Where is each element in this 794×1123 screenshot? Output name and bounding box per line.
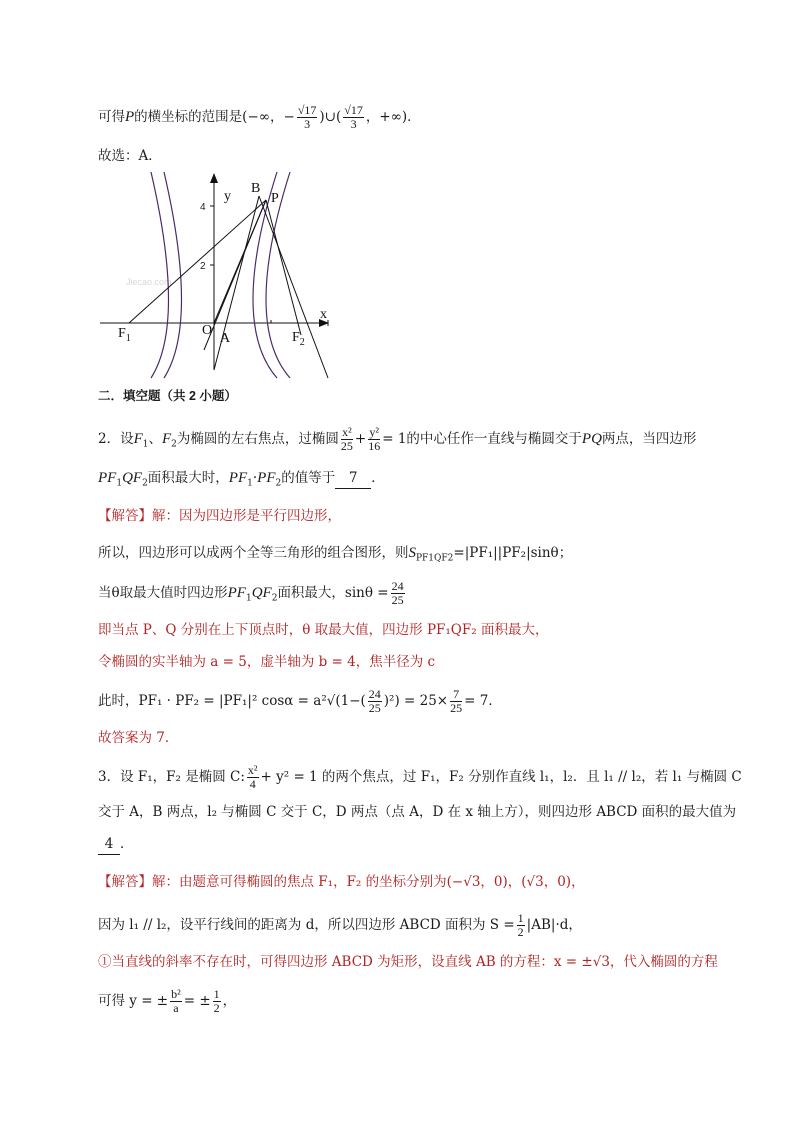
solution-2-line-1: 【解答】解：因为四边形是平行四边形，	[98, 508, 341, 524]
hyperbola-figure	[96, 170, 336, 380]
solution-2-line-2: 所以，四边形可以成两个全等三角形的组合图形，则$S_{PF1QF2}=|PF_1||PF_2|\sin\theta$；	[98, 545, 573, 564]
tick-4: 4	[200, 202, 206, 213]
hyperbola-left-outer	[151, 172, 169, 378]
question-2-line-2: $PF_1QF_2$面积最大时，$PF_1\cdot PF_2$的值等于 7 ．	[98, 470, 385, 489]
solution-2-line-7: 故答案为 7．	[98, 730, 179, 746]
question-3-line-1: 3．设 F₁，F₂ 是椭圆 C: $\frac{\text{x²}}{4}$ + y² = 1 的两个焦点，过 F₁，F₂ 分别作直线 l₁，l₂．且 l₁ // l₂，若 l₁ 与椭圆 C	[98, 763, 742, 791]
solution-3-line-2: 因为 l₁ // l₂，设平行线间的距离为 d，所以四边形 ABCD 面积为 S = $\frac{1}{2}$ |AB|·d，	[98, 911, 582, 939]
question-3-line-2: 交于 A，B 两点，l₂ 与椭圆 C 交于 C，D 两点（点 A，D 在 x 轴上方），则四边形 ABCD 面积的最大值为	[98, 804, 737, 820]
line-b-down	[259, 196, 328, 378]
y-axis-label: y	[224, 189, 231, 204]
text-line-range: 可得P的横坐标的范围是(−∞，− $\frac{√17}{3}$ )∪( $\frac{√17}{3}$ ，+∞)．	[98, 103, 421, 131]
question-2-line-1: 2．设$F_1$、$F_2$为椭圆的左右焦点，过椭圆 $\frac{\text{x²}}{25}$ + $\frac{\text{y²}}{16}$ = 1的中心任作一直线与椭圆交于PQ两点，当四边形	[98, 425, 697, 453]
tick-2: 2	[200, 261, 206, 272]
label-O: O	[202, 323, 213, 338]
solution-2-line-4: 即当点 P、Q 分别在上下顶点时，θ 取最大值，四边形 PF₁QF₂ 面积最大，	[98, 622, 549, 638]
label-F1: $F_1$	[118, 326, 131, 344]
fraction-sqrt17-3: $\frac{√17}{3}$	[297, 103, 317, 131]
question-3-line-3: 4 ．	[98, 834, 134, 855]
x-axis-label: x	[320, 307, 327, 322]
choice-line: 故选：A．	[98, 148, 162, 164]
answer-blank-2: 7	[335, 468, 371, 489]
hyperbola-left-inner	[164, 172, 182, 378]
label-B: B	[251, 181, 261, 196]
line-f1-p	[129, 200, 266, 323]
solution-2-line-5: 令椭圆的实半轴为 a = 5，虚半轴为 b = 4，焦半径为 c	[98, 654, 436, 670]
solution-3-line-1: 【解答】解：由题意可得椭圆的焦点 F₁，F₂ 的坐标分别为(−√3，0)，(√3，0)，	[98, 874, 585, 890]
solution-3-line-4: 可得 y = ± $\frac{\text{b²}}{a}$ = ± $\frac{1}{2}$ ，	[98, 987, 237, 1015]
solution-2-line-6: 此时，PF₁ · PF₂ = |PF₁|² cosα = a²√(1−( $\frac{24}{25}$ )²) = 25× $\frac{7}{25}$ = 7．	[98, 687, 502, 715]
label-F2: $F_2$	[292, 330, 305, 348]
watermark: Jiecao.com	[126, 277, 172, 287]
line-p-f2	[266, 200, 301, 335]
fraction-sqrt17-3b: $\frac{√17}{3}$	[344, 103, 363, 131]
solution-3-line-3: ①当直线的斜率不存在时，可得四边形 ABCD 为矩形，设直线 AB 的方程：x = ±√3，代入椭圆的方程	[98, 954, 718, 970]
section-heading: 二．填空题（共 2 小题）	[98, 389, 237, 403]
label-P: P	[271, 191, 279, 206]
line-a-p	[214, 200, 266, 323]
solution-2-line-3: 当θ取最大值时四边形$PF_1QF_2$面积最大，sinθ = $\frac{24}{25}$	[98, 579, 404, 607]
answer-blank-3: 4	[98, 834, 120, 855]
label-A: A	[220, 331, 231, 346]
